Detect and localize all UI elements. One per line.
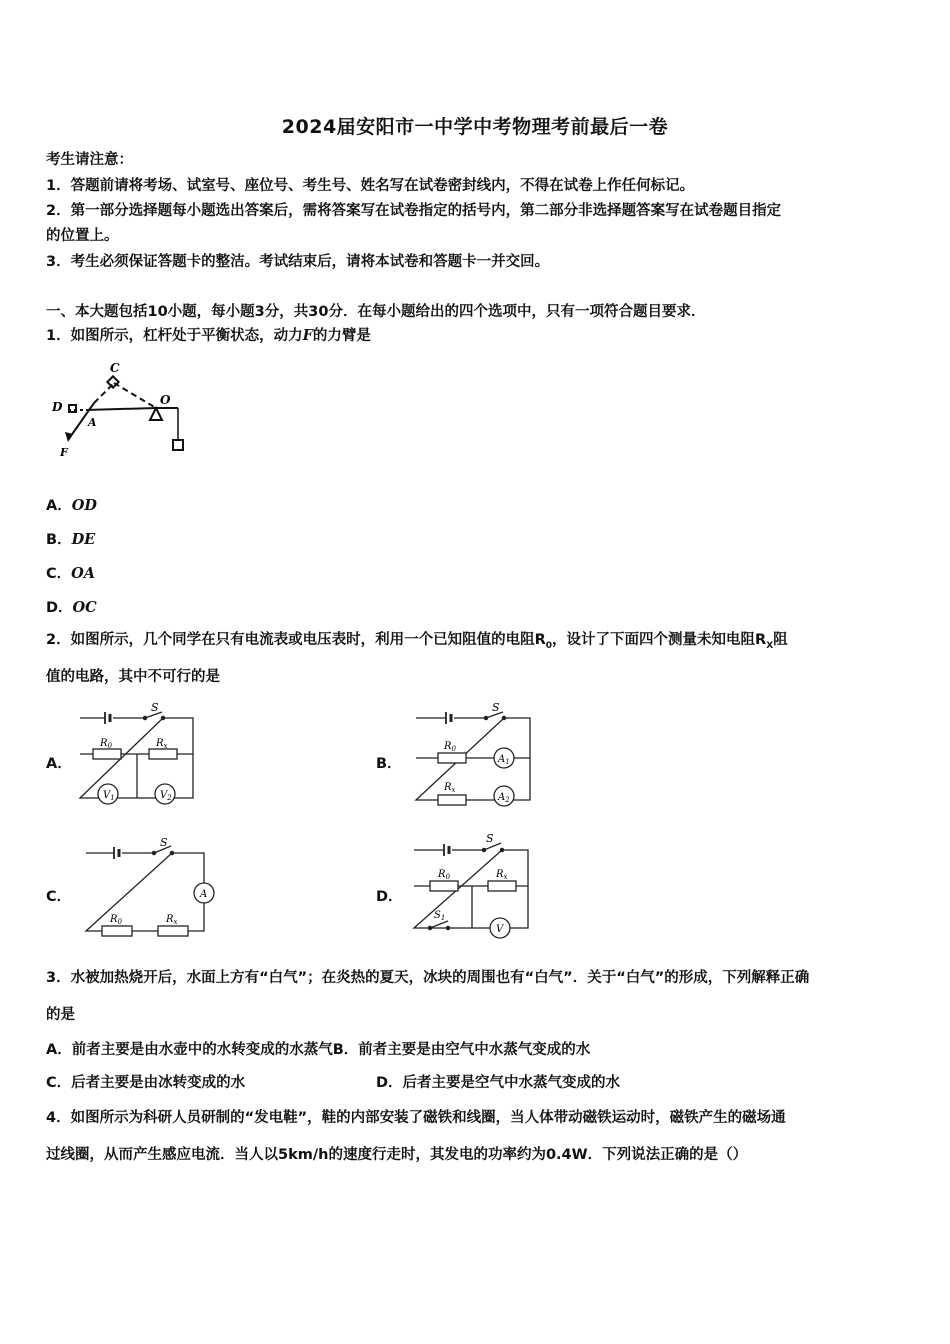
ammeter-label: A <box>200 889 208 900</box>
question-2-stem-line2: 值的电路，其中不可行的是 <box>46 669 220 685</box>
question-2-stem-line1 <box>46 630 788 656</box>
notice-heading: 考生请注意： <box>46 152 133 168</box>
rx-label: $R_x$ <box>496 869 508 881</box>
switch-label: S <box>151 701 159 714</box>
q1-option-c-label: C． <box>46 566 72 582</box>
rx-label: $R_x$ <box>444 782 456 794</box>
voltmeter-label: V <box>496 924 504 935</box>
r0-label: $R_0$ <box>438 869 450 881</box>
q3-option-ab[interactable]: A．前者主要是由水壶中的水转变成的水蒸气B．前者主要是由空气中水蒸气变成的水 <box>46 1042 591 1058</box>
voltmeter-2-label: $V_2$ <box>160 790 172 802</box>
ammeter-1-label: $A_1$ <box>498 754 510 766</box>
q1-stem-suffix: 的力臂是 <box>312 328 371 344</box>
label-c: C <box>110 361 120 375</box>
question-4-stem-line2: 过线圈，从而产生感应电流．当人以5km/h的速度行走时，其发电的功率约为0.4W．下列说法正确的是（） <box>46 1147 748 1163</box>
q1-option-d-label: D． <box>46 600 73 616</box>
q1-option-a-value: OD <box>71 497 97 514</box>
lever-figure <box>48 358 198 460</box>
label-a: A <box>88 416 97 429</box>
weight-block <box>173 440 183 450</box>
q2-stem-suffix: 阻 <box>773 632 788 648</box>
page-title: 2024届安阳市一中学中考物理考前最后一卷 <box>281 116 669 138</box>
switch-s1-label: $S_1$ <box>434 910 446 922</box>
question-3-stem-line2: 的是 <box>46 1007 75 1023</box>
q3-option-c[interactable]: C．后者主要是由冰转变成的水 <box>46 1075 246 1091</box>
q1-option-b-value: DE <box>71 531 96 548</box>
lever-bar <box>86 408 156 410</box>
q1-stem-prefix: 1．如图所示，杠杆处于平衡状态，动力 <box>46 328 303 344</box>
r0-label: $R_0$ <box>110 914 122 926</box>
circuit-d <box>408 830 538 945</box>
right-angle-marker-c <box>107 376 118 387</box>
q1-option-c[interactable] <box>46 562 95 583</box>
q1-option-b-label: B． <box>46 532 72 548</box>
notice-item-1: 1．答题前请将考场、试室号、座位号、考生号、姓名写在试卷密封线内，不得在试卷上作任何标记。 <box>46 178 695 194</box>
r0-label: $R_0$ <box>100 738 112 750</box>
q2-option-b-label[interactable]: B． <box>376 756 402 772</box>
notice-item-2-cont: 的位置上。 <box>46 228 119 244</box>
ammeter-2-label: $A_2$ <box>498 792 510 804</box>
section-heading: 一、本大题包括10小题，每小题3分，共30分．在每小题给出的四个选项中，只有一项符合题目要求． <box>46 304 706 320</box>
circuit-b <box>408 700 538 808</box>
q1-stem-var: F <box>302 327 313 344</box>
switch-label: S <box>160 836 168 849</box>
q2-option-d-label[interactable]: D． <box>376 889 403 905</box>
q1-option-d[interactable] <box>46 596 97 617</box>
q1-option-a-label: A． <box>46 498 72 514</box>
notice-item-3: 3．考生必须保证答题卡的整洁。考试结束后，请将本试卷和答题卡一并交回。 <box>46 254 550 270</box>
q2-stem-mid: ，设计了下面四个测量未知电阻R <box>552 632 767 648</box>
q2-option-c-label[interactable]: C． <box>46 889 72 905</box>
label-f: F <box>60 446 68 459</box>
q1-option-d-value: OC <box>72 599 97 616</box>
q1-option-b[interactable] <box>46 528 95 549</box>
question-4-stem-line1: 4．如图所示为科研人员研制的“发电鞋”，鞋的内部安装了磁铁和线圈，当人体带动磁铁运动时，磁铁产生的磁场通 <box>46 1110 786 1126</box>
notice-item-2: 2．第一部分选择题每小题选出答案后，需将答案写在试卷指定的括号内，第二部分非选择题答案写在试卷题目指定 <box>46 203 782 219</box>
question-1-stem <box>46 326 371 346</box>
fulcrum <box>150 408 162 420</box>
circuit-c <box>80 833 220 943</box>
switch-label: S <box>492 701 500 714</box>
q3-option-d[interactable]: D．后者主要是空气中水蒸气变成的水 <box>376 1075 621 1091</box>
q2-option-a-label[interactable]: A． <box>46 756 72 772</box>
q2-stem-prefix: 2．如图所示，几个同学在只有电流表或电压表时，利用一个已知阻值的电阻R <box>46 632 546 648</box>
rx-label: $R_x$ <box>156 738 168 750</box>
r0-label: $R_0$ <box>444 741 456 753</box>
q2-stem-sub0: 0 <box>545 640 553 651</box>
voltmeter-1-label: $V_1$ <box>103 790 115 802</box>
label-d: D <box>52 400 63 414</box>
rx-label: $R_x$ <box>166 914 178 926</box>
switch-label: S <box>486 832 494 845</box>
q2-stem-subx: X <box>766 640 774 651</box>
label-o: O <box>160 393 171 407</box>
question-3-stem-line1: 3．水被加热烧开后，水面上方有“白气”；在炎热的夏天，冰块的周围也有“白气”．关于“白气”的形成，下列解释正确 <box>46 970 810 986</box>
q1-option-a[interactable] <box>46 494 97 515</box>
circuit-a <box>75 700 200 805</box>
dashed-oc-right <box>114 383 156 408</box>
q1-option-c-value: OA <box>71 565 96 582</box>
